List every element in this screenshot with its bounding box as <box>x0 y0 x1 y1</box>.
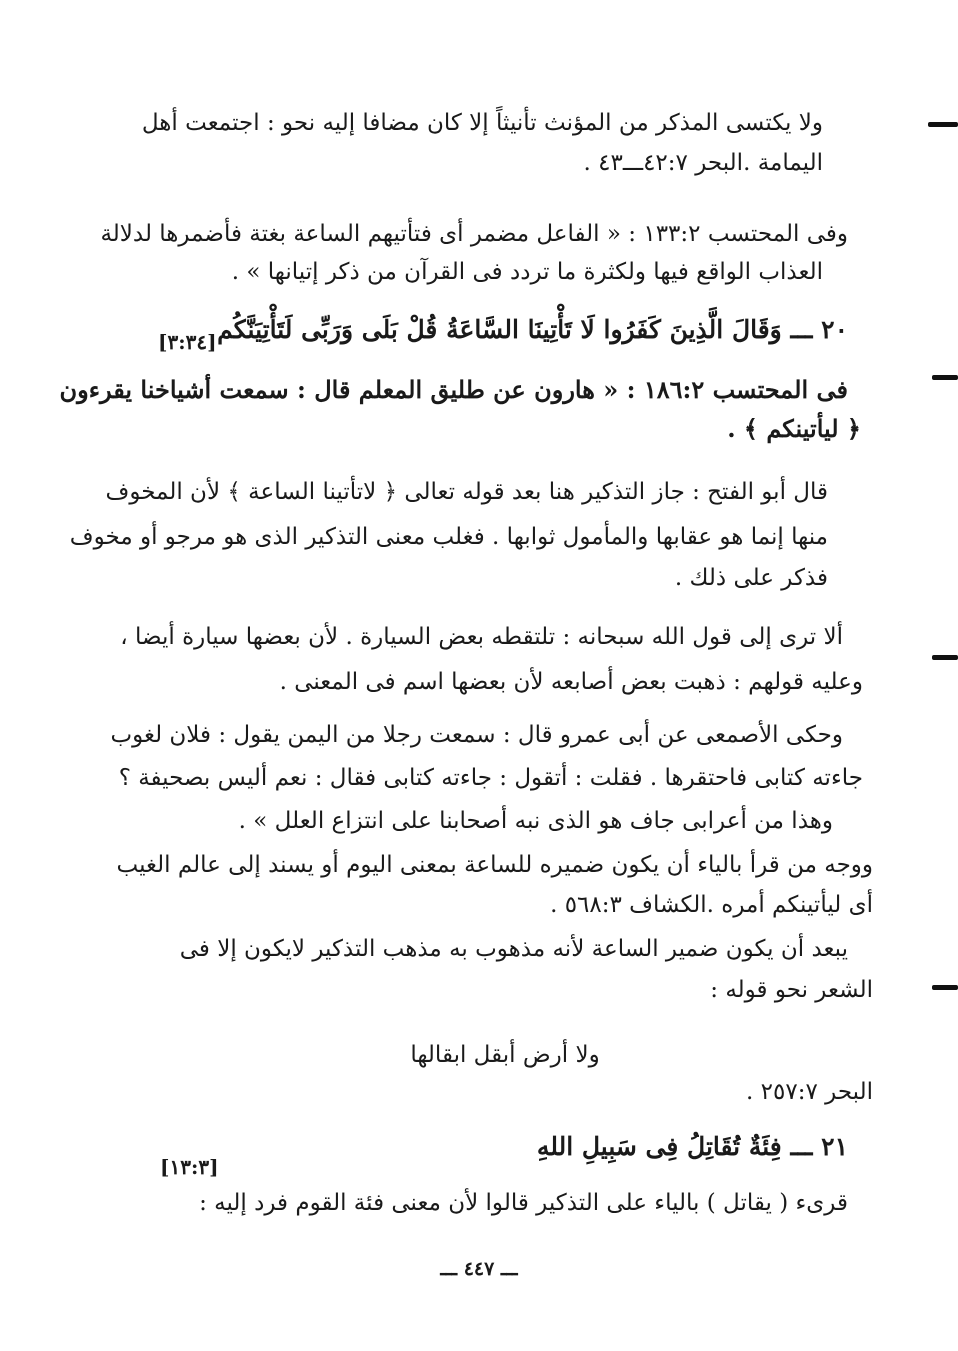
text-line: اليمامة .البحر ٤٢:٧ـــ٤٣ . <box>583 150 823 176</box>
text-line: جاءته كتابى فاحتقرها . فقلت : أتقول : جاءته كتابى فقال : نعم أليس بصحيفة ؟ <box>118 765 863 791</box>
text-line: وفى المحتسب ١٣٣:٢ : « الفاعل مضمر أى فتأتيهم الساعة بغتة فأضمرها لدلالة <box>100 221 848 247</box>
text-line: وحكى الأصمعى عن أبى عمرو قال : سمعت رجلا من اليمن يقول : فلان لغوب <box>110 722 843 748</box>
verse-reference: [٣:٣٤] <box>158 330 217 354</box>
text-line: وهذا من أعرابى جاف هو الذى نبه أصحابنا على انتزاع العلل » . <box>238 808 833 834</box>
quran-verse-20: ٢٠ ـــ وَقَالَ الَّذِينَ كَفَرُوا لَا تَأْتِينَا السَّاعَةُ قُلْ بَلَى وَرَبِّى لَتَأْتِيَنَّكُم <box>217 315 848 344</box>
text-line: قال أبو الفتح : جاز التذكير هنا بعد قوله تعالى ﴿ لاتأتينا الساعة ﴾ لأن المخوف <box>105 479 828 505</box>
text-line: الشعر نحو قوله : <box>710 977 873 1003</box>
quran-verse-21: ٢١ ـــ فِئَةٌ تُقَاتِلُ فِى سَبِيلِ اللهِ <box>536 1132 848 1161</box>
text-line: ألا ترى إلى قول الله سبحانه : تلتقطه بعض السيارة . لأن بعضها سيارة أيضا ، <box>120 624 843 650</box>
margin-mark <box>928 122 958 127</box>
text-line: ووجه من قرأ بالياء أن يكون ضميره للساعة بمعنى اليوم أو يسند إلى عالم الغيب <box>116 852 873 878</box>
text-line: العذاب الواقع فيها ولكثرة ما تردد فى القرآن من ذكر إتيانها » . <box>231 259 823 285</box>
text-line: ولا يكتسى المذكر من المؤنث تأنيثاً إلا كان مضافا إليه نحو : اجتمعت أهل <box>141 110 823 136</box>
margin-mark <box>932 375 958 380</box>
page-number: ـــ ٤٤٧ ـــ <box>440 1258 518 1280</box>
text-line: يبعد أن يكون ضمير الساعة لأنه مذهوب به مذهب التذكير لايكون إلا فى <box>179 936 848 962</box>
margin-mark <box>932 655 958 660</box>
text-line: ﴿ ليأتينكم ﴾ . <box>727 414 861 443</box>
text-line: منها إنما هو عقابها والمأمول ثوابها . فغلب معنى التذكير الذى هو مرجو أو مخوف <box>69 524 828 550</box>
margin-mark <box>932 985 958 990</box>
text-line: أى ليأتينكم أمره .الكشاف ٥٦٨:٣ . <box>550 892 873 918</box>
text-line: فى المحتسب ١٨٦:٢ : « هارون عن طليق المعلم قال : سمعت أشياخنا يقرءون <box>59 375 848 404</box>
text-line: فذكر على ذلك . <box>674 565 828 591</box>
poetry-verse: ولا أرض أبقل ابقالها <box>410 1042 600 1068</box>
text-line: وعليه قولهم : ذهبت بعض أصابعه لأن بعضها اسم فى المعنى . <box>279 669 863 695</box>
text-line: البحر ٢٥٧:٧ . <box>746 1079 873 1105</box>
text-line: قرىء ( يقاتل ) بالياء على التذكير قالوا لأن معنى فئة القوم فرد إليه : <box>199 1190 848 1216</box>
verse-reference: [١٣:٣] <box>160 1155 219 1179</box>
